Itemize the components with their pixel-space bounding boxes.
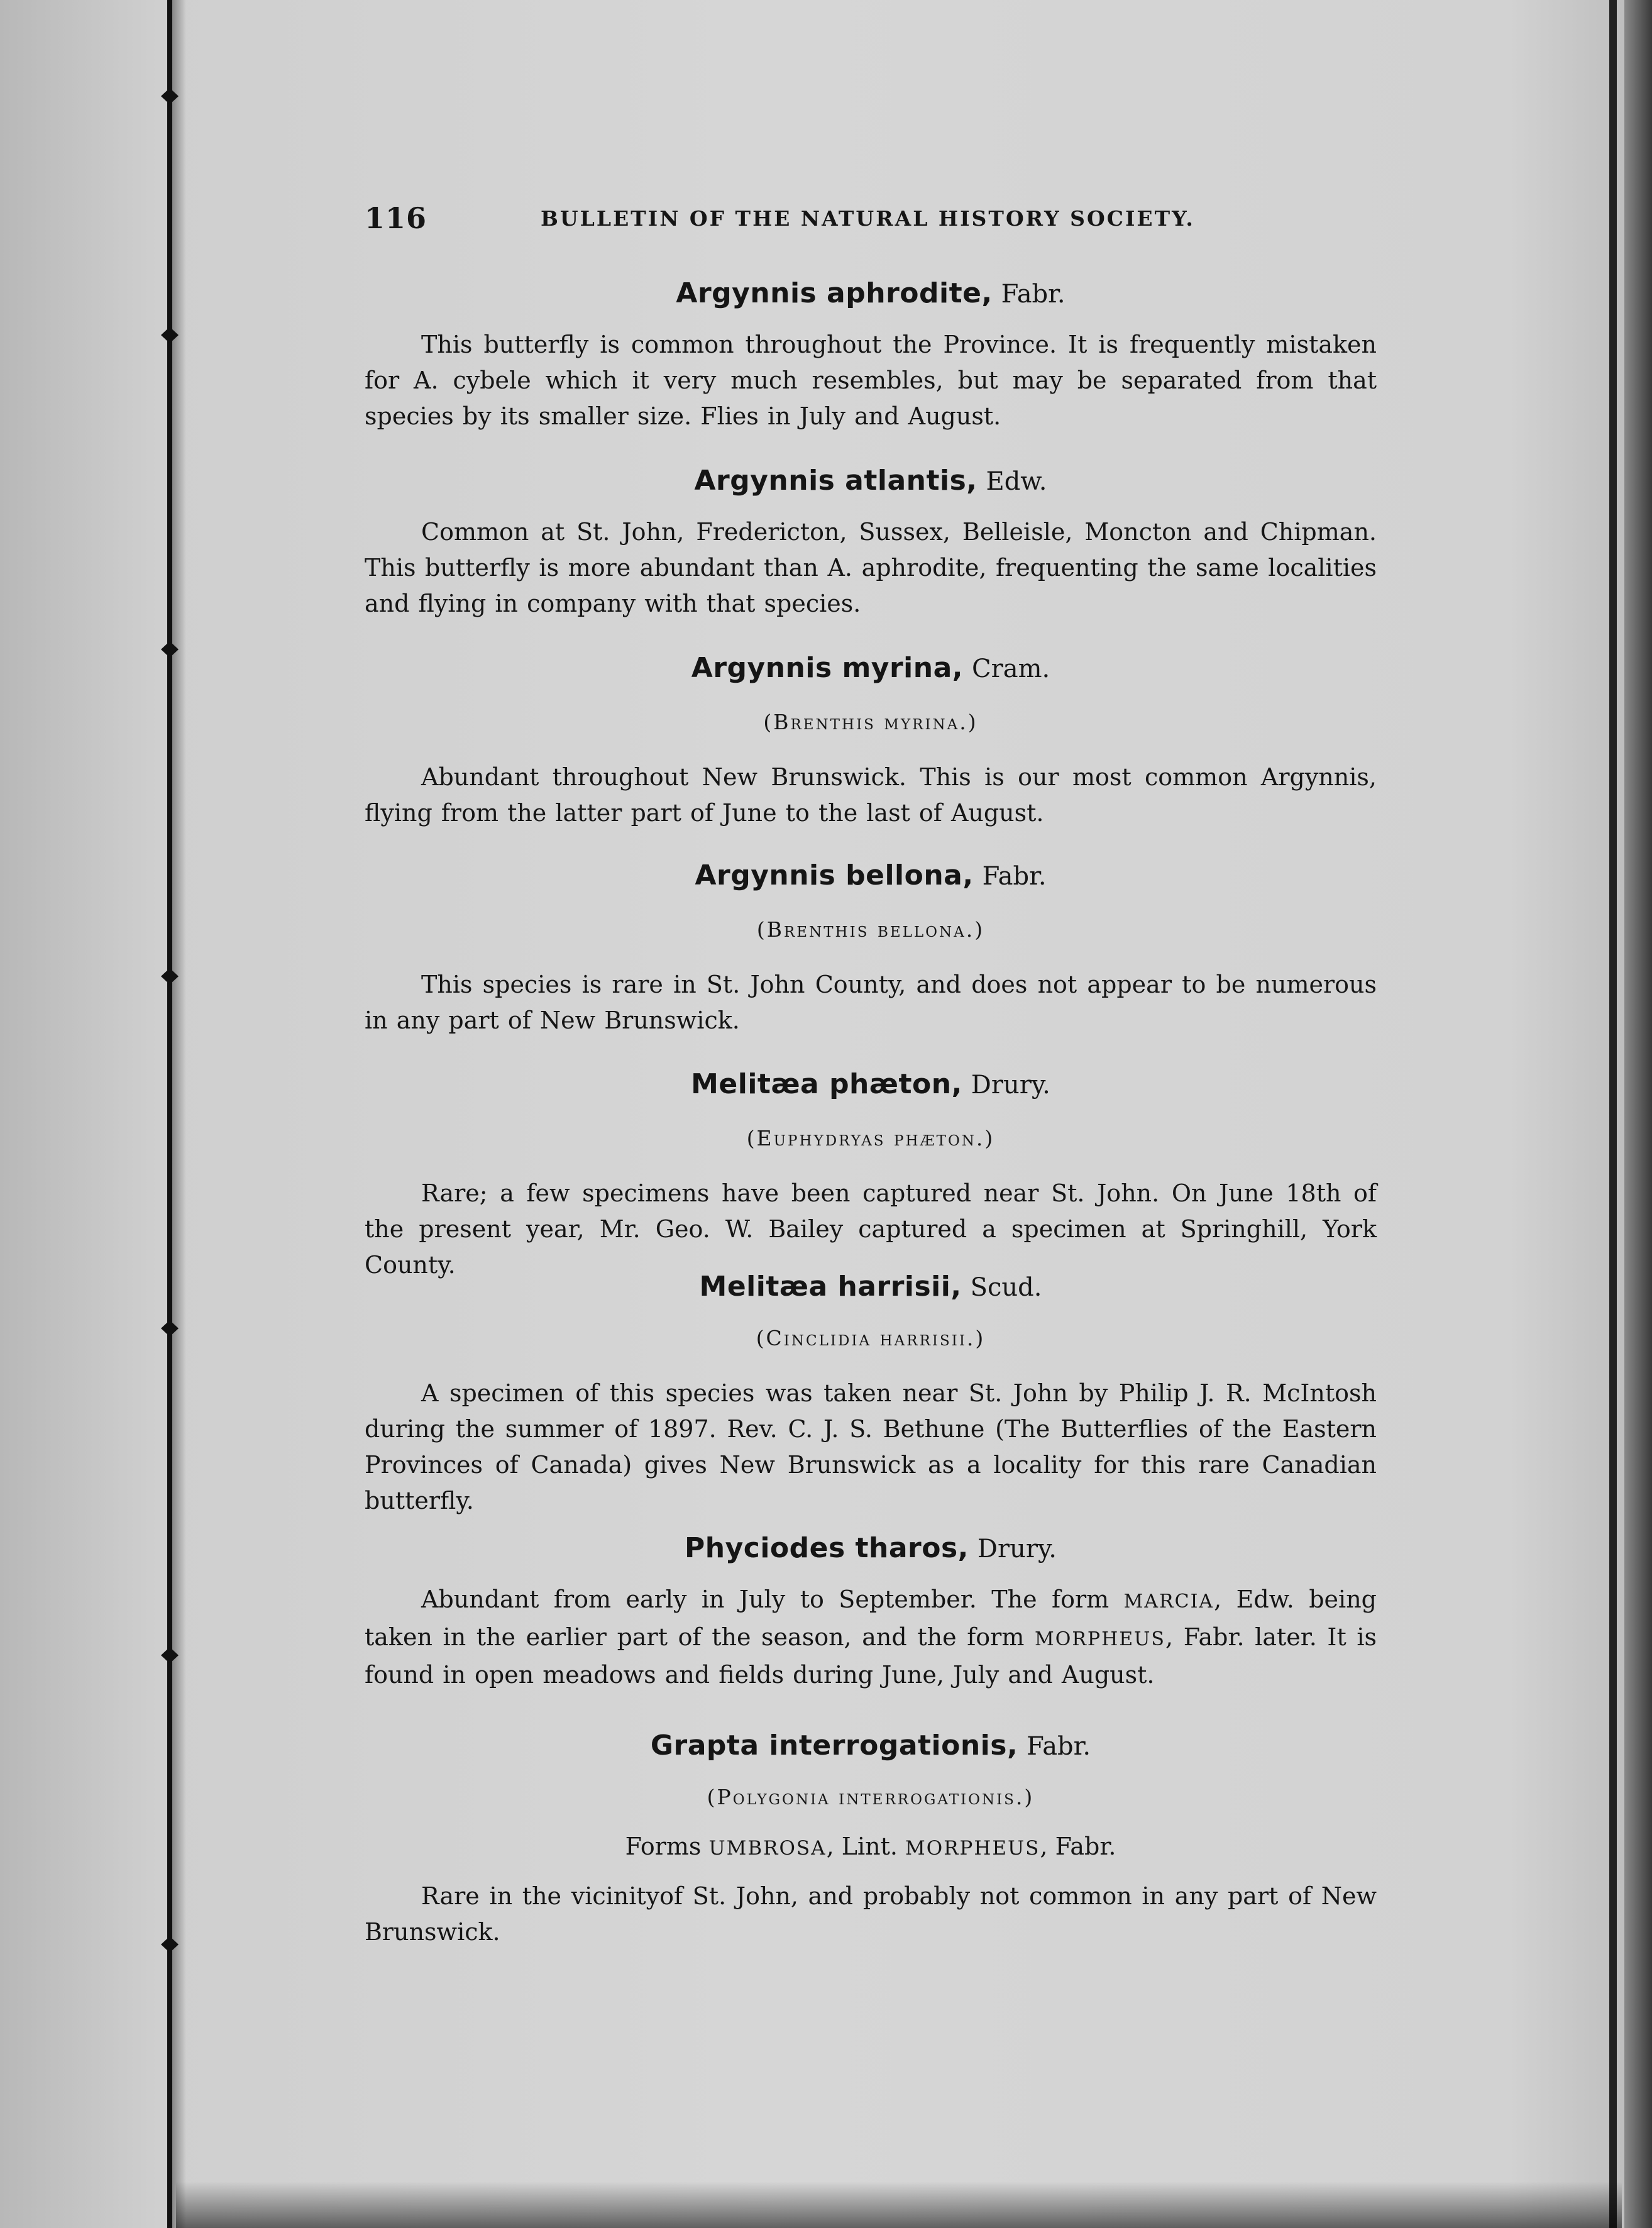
species-author: Fabr. — [1027, 1732, 1091, 1761]
form-name: MORPHEUS — [905, 1837, 1040, 1860]
species-author: Drury. — [971, 1071, 1050, 1100]
species-name: Melitæa phæton, — [691, 1068, 962, 1100]
form-name: MORPHEUS — [1035, 1628, 1165, 1650]
species-description: Abundant throughout New Brunswick. This is our most common Argynnis, flying from the latter part of June to the last of August. — [365, 763, 1377, 827]
species-heading — [365, 1067, 1377, 1102]
species-heading — [365, 464, 1377, 499]
species-author: Fabr. — [982, 862, 1047, 891]
form-author: , Lint. — [826, 1833, 898, 1860]
species-name: Grapta interrogationis, — [650, 1729, 1018, 1762]
species-author: Edw. — [986, 467, 1047, 496]
species-synonym: (Cinclidia harrisii.) — [756, 1326, 986, 1350]
species-author: Drury. — [977, 1535, 1057, 1563]
species-author: Fabr. — [1001, 280, 1066, 309]
description-text: , Fabr. later. It is found in open meadows and fields during June, July and August. — [365, 1623, 1377, 1689]
species-description: A specimen of this species was taken near St. John by Philip J. R. McIntosh during the summer of 1897. Rev. C. J. S. Bethune (The Butterflies of the Eastern Provinces of Canada) gives New Brunswick as a locality for this rare Canadian butterfly. — [365, 1379, 1377, 1514]
running-head: BULLETIN OF THE NATURAL HISTORY SOCIETY. — [541, 206, 1195, 231]
species-heading — [365, 651, 1377, 686]
species-description: Rare in the vicinityof St. John, and probably not common in any part of New Brunswick. — [365, 1882, 1377, 1946]
form-name: MARCIA — [1123, 1591, 1214, 1613]
species-description: Rare; a few specimens have been captured near St. John. On June 18th of the present year, Mr. Geo. W. Bailey captured a specimen at Springhill, York County. — [365, 1179, 1377, 1279]
species-description: This species is rare in St. John County, and does not appear to be numerous in any part of New Brunswick. — [365, 971, 1377, 1034]
species-heading — [365, 277, 1377, 311]
page-content — [365, 201, 1377, 1987]
species-author: Scud. — [970, 1273, 1042, 1302]
species-heading — [365, 1729, 1377, 1763]
species-synonym: (Polygonia interrogationis.) — [707, 1785, 1035, 1809]
species-heading — [365, 1531, 1377, 1566]
page-number: 116 — [365, 201, 427, 235]
description-text: , Edw. being taken in the earlier part of the season, and the form — [365, 1586, 1377, 1651]
species-synonym: (Euphydryas phæton.) — [746, 1126, 995, 1150]
page-header — [365, 201, 1377, 239]
page-right-edge — [1609, 0, 1617, 2228]
species-name: Argynnis myrina, — [691, 652, 963, 684]
species-name: Melitæa harrisii, — [699, 1271, 962, 1303]
species-forms — [365, 1829, 1377, 1865]
forms-label: Forms — [625, 1833, 702, 1860]
species-name: Argynnis bellona, — [695, 859, 974, 891]
species-name: Argynnis aphrodite, — [676, 277, 993, 309]
species-description — [365, 1582, 1377, 1693]
page-right-margin — [1624, 0, 1652, 2228]
species-name: Phyciodes tharos, — [685, 1532, 969, 1564]
form-name: UMBROSA — [708, 1837, 827, 1860]
description-text: Abundant from early in July to September. The form — [421, 1586, 1124, 1613]
form-author: , Fabr. — [1040, 1833, 1116, 1860]
species-heading — [365, 859, 1377, 893]
species-synonym: (Brenthis myrina.) — [763, 710, 978, 734]
species-author: Cram. — [972, 654, 1050, 683]
species-description: This butterfly is common throughout the Province. It is frequently mistaken for A. cybele which it very much resembles, but may be separated from that species by its smaller size. Flies in July and August. — [365, 331, 1377, 430]
species-synonym: (Brenthis bellona.) — [756, 917, 985, 942]
species-description: Common at St. John, Fredericton, Sussex, Belleisle, Moncton and Chipman. This butterfly is more abundant than A. aphrodite, frequenting the same localities and flying in company with that species. — [365, 518, 1377, 617]
species-heading — [365, 1270, 1377, 1304]
page-bottom-shadow — [176, 2181, 1622, 2228]
species-name: Argynnis atlantis, — [694, 465, 977, 497]
